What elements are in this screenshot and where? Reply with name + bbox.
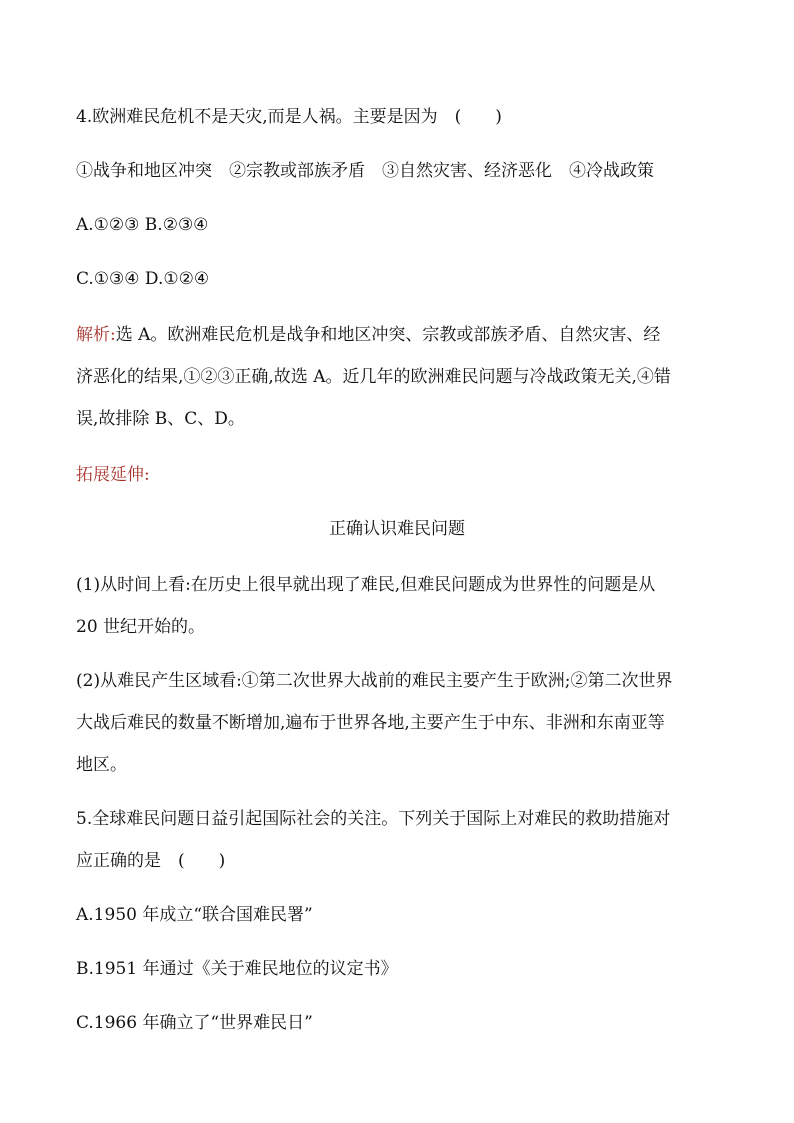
question-5-option-c: C.1966 年确立了“世界难民日” <box>76 1013 313 1033</box>
question-4-stem: 4.欧洲难民危机不是天灾,而是人祸。主要是因为 ( ) <box>76 107 502 127</box>
question-4-options-cd: C.①③④ D.①②④ <box>76 269 210 289</box>
analysis-line-2: 济恶化的结果,①②③正确,故选 A。近几年的欧洲难民问题与冷战政策无关,④错 <box>76 367 671 387</box>
analysis-text-1: 选 A。欧洲难民危机是战争和地区冲突、宗教或部族矛盾、自然灾害、经 <box>115 325 661 345</box>
question-5-stem-line-2: 应正确的是 ( ) <box>76 851 226 871</box>
extension-p2-line-1: (2)从难民产生区域看:①第二次世界大战前的难民主要产生于欧洲;②第二次世界 <box>76 671 673 691</box>
extension-p1-line-1: (1)从时间上看:在历史上很早就出现了难民,但难民问题成为世界性的问题是从 <box>76 575 656 595</box>
analysis-line-3: 误,故排除 B、C、D。 <box>76 409 245 429</box>
extension-title: 正确认识难民问题 <box>329 519 465 539</box>
extension-p2-line-3: 地区。 <box>76 755 127 775</box>
question-5-option-b: B.1951 年通过《关于难民地位的议定书》 <box>76 959 398 979</box>
analysis-label: 解析: <box>76 325 116 345</box>
question-4-statements: ①战争和地区冲突 ②宗教或部族矛盾 ③自然灾害、经济恶化 ④冷战政策 <box>76 161 654 181</box>
extension-p1-line-2: 20 世纪开始的。 <box>76 617 206 637</box>
analysis-line-1 <box>76 325 660 345</box>
question-4-options-ab: A.①②③ B.②③④ <box>76 215 209 235</box>
extension-label: 拓展延伸: <box>76 465 150 485</box>
question-5-option-a: A.1950 年成立“联合国难民署” <box>76 905 313 925</box>
question-5-stem-line-1: 5.全球难民问题日益引起国际社会的关注。下列关于国际上对难民的救助措施对 <box>76 809 671 829</box>
extension-p2-line-2: 大战后难民的数量不断增加,遍布于世界各地,主要产生于中东、非洲和东南亚等 <box>76 713 665 733</box>
